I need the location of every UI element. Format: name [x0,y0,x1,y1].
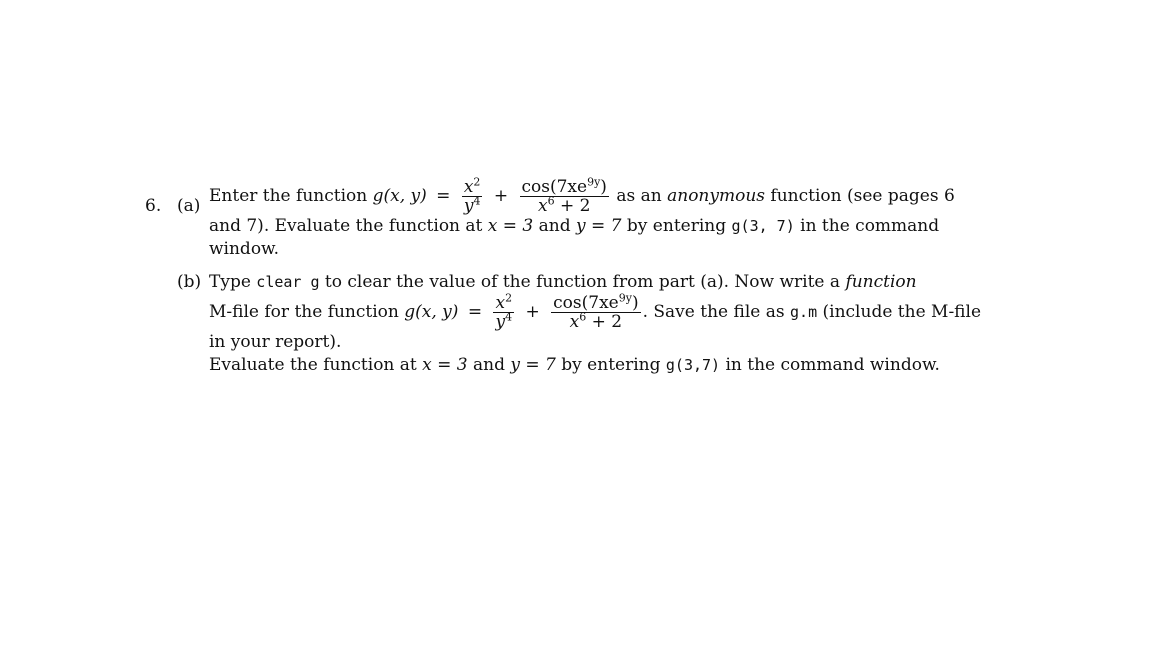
part-b-body [209,271,982,377]
part-b-code-eval: g(3,7) [665,356,721,374]
part-b-line-2 [209,291,982,332]
part-b-line-1 [209,271,917,294]
part-b-fraction-2 [551,291,640,332]
part-b [145,271,982,377]
part-b-plus: + [525,302,540,322]
frac-den-exp: 6 [547,194,555,208]
problem-6 [145,175,982,377]
part-b-fraction-1 [493,291,514,332]
part-a-text-intro: Enter the function [209,186,368,206]
part-a-body [209,175,955,261]
part-a-line-2 [209,215,940,238]
part-a-text-evaluate: and 7). Evaluate the function at [209,216,483,236]
part-b-equals: = [467,302,483,322]
part-a-y-value: y = 7 [576,216,622,236]
part-b-text-evaluate: Evaluate the function at [209,355,417,375]
part-b-and: and [473,355,505,375]
part-a-label: (a) [177,196,201,216]
part-b-line-3: in your report). [209,332,342,352]
part-b-x-value: x = 3 [422,355,468,375]
frac-num: cos(7xe [521,177,588,197]
frac-den: y [495,312,506,332]
part-a-text-entering: by entering [626,216,727,236]
part-b-text-type: Type [209,272,251,292]
part-a-text-as-an: as an [616,186,662,206]
frac-den: y [463,196,474,216]
part-b-function-lhs: g(x, y) [404,302,459,322]
part-a-code: g(3, 7) [731,217,795,235]
frac-num: x [463,177,474,197]
part-b-text-window: in the command window. [725,355,940,375]
part-a-function-lhs: g(x, y) [372,186,427,206]
problem-number: 6. [145,196,162,216]
part-a-fraction-2 [520,175,609,216]
part-b-code-clear: clear g [256,273,320,291]
part-a-text-command: in the command [800,216,940,236]
part-a-emphasis: anonymous [667,186,766,206]
part-a-text-pages: function (see pages 6 [770,186,955,206]
frac-den-exp: 4 [473,194,481,208]
frac-den-exp: 6 [579,310,587,324]
frac-num: cos(7xe [553,293,619,313]
part-a-plus: + [493,186,509,206]
frac-num-exp: 9y [618,291,632,305]
part-a-fraction-1 [462,175,483,216]
frac-den-tail: + 2 [586,312,623,332]
part-a-line-1 [209,175,955,216]
frac-den-exp: 4 [505,310,513,324]
part-b-text-entering: by entering [561,355,661,375]
part-a-equals: = [436,186,451,206]
part-b-text-clear: to clear the value of the function from part (a). Now write a [324,272,841,292]
part-a [145,175,955,261]
part-b-y-value: y = 7 [510,355,556,375]
part-b-emphasis: function [845,272,917,292]
part-a-and: and [538,216,571,236]
frac-num-close: ) [600,177,607,197]
part-a-x-value: x = 3 [487,216,534,236]
part-b-text-mfile: M-file for the function [209,302,399,322]
part-b-text-include: (include the M-file [822,302,982,322]
frac-num-exp: 2 [473,175,481,189]
frac-den-tail: + 2 [554,196,591,216]
frac-num-close: ) [631,293,639,313]
frac-den: x [537,196,548,216]
part-b-code-file: g.m [790,303,818,321]
frac-den: x [569,312,580,332]
part-b-label: (b) [177,272,202,292]
frac-num: x [495,293,506,313]
part-a-line-3: window. [209,239,279,259]
frac-num-exp: 9y [587,175,601,189]
part-b-line-4 [209,354,940,377]
frac-num-exp: 2 [505,291,513,305]
part-b-text-save: . Save the file as [642,302,785,322]
